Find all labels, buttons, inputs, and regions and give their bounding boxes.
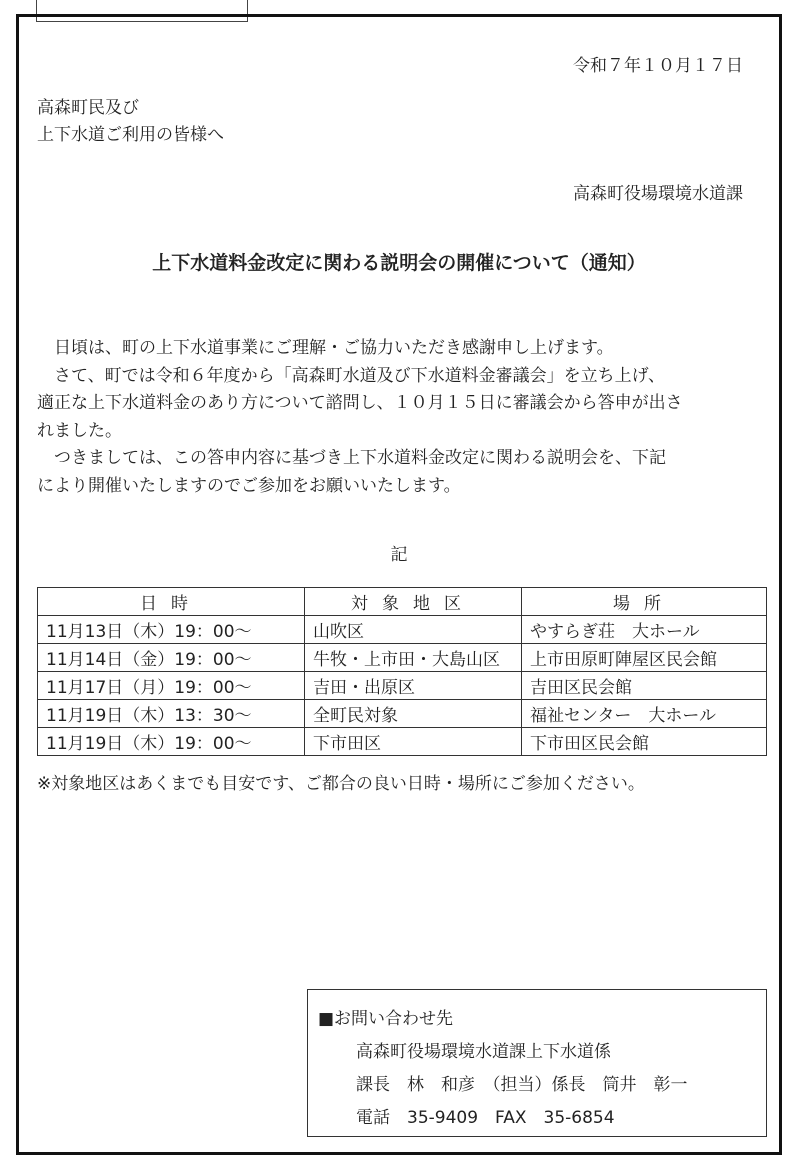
table-row	[38, 644, 767, 672]
ki-heading: 記	[390, 545, 408, 565]
cell-venue: やすらぎ荘 大ホール	[522, 616, 767, 644]
schedule-table	[37, 587, 767, 756]
cell-area: 吉田・出原区	[305, 672, 522, 700]
table-row	[38, 728, 767, 756]
sender: 高森町役場環境水道課	[573, 184, 743, 204]
header-venue: 場所	[522, 588, 767, 616]
contact-office: 高森町役場環境水道課上下水道係	[356, 1042, 611, 1062]
cell-datetime: 11月14日（金）19：00～	[38, 644, 305, 672]
document-title: 上下水道料金改定に関わる説明会の開催について（通知）	[152, 252, 646, 274]
footnote: ※対象地区はあくまでも目安です、ご都合の良い日時・場所にご参加ください。	[37, 774, 645, 794]
cell-area: 全町民対象	[305, 700, 522, 728]
cell-datetime: 11月19日（木）13：30～	[38, 700, 305, 728]
cell-area: 牛牧・上市田・大島山区	[305, 644, 522, 672]
body-line: 適正な上下水道料金のあり方について諮問し、１０月１５日に審議会から答申が出さ	[37, 393, 683, 413]
table-row	[38, 616, 767, 644]
document-frame	[16, 14, 782, 1155]
body-line: さて、町では令和６年度から「高森町水道及び下水道料金審議会」を立ち上げ、	[37, 365, 665, 386]
cell-datetime: 11月13日（木）19：00～	[38, 616, 305, 644]
contact-box	[307, 989, 767, 1137]
cell-datetime: 11月17日（月）19：00～	[38, 672, 305, 700]
cell-venue: 上市田原町陣屋区民会館	[522, 644, 767, 672]
cell-venue: 下市田区民会館	[522, 728, 767, 756]
issue-date: 令和７年１０月１７日	[573, 56, 743, 76]
contact-staff: 課長 林 和彦 （担当）係長 筒井 彰一	[356, 1075, 688, 1095]
addressees	[37, 95, 224, 149]
body-line: れました。	[37, 420, 122, 441]
cell-datetime: 11月19日（木）19：00～	[38, 728, 305, 756]
body-line: により開催いたしますのでご参加をお願いいたします。	[37, 475, 461, 496]
body-text	[37, 335, 683, 500]
header-area: 対象地区	[305, 588, 522, 616]
body-line: 日頃は、町の上下水道事業にご理解・ご協力いただき感謝申し上げます。	[37, 338, 614, 358]
body-line: つきましては、この答申内容に基づき上下水道料金改定に関わる説明会を、下記	[37, 448, 666, 468]
contact-heading: ■お問い合わせ先	[318, 1009, 454, 1029]
cell-venue: 吉田区民会館	[522, 672, 767, 700]
table-row	[38, 672, 767, 700]
cell-area: 下市田区	[305, 728, 522, 756]
contact-phone: 電話 35-9409 FAX 35-6854	[356, 1108, 615, 1128]
table-header-row	[38, 588, 767, 616]
cell-area: 山吹区	[305, 616, 522, 644]
cell-venue: 福祉センター 大ホール	[522, 700, 767, 728]
table-row	[38, 700, 767, 728]
header-datetime: 日時	[38, 588, 305, 616]
addressee-line: 高森町民及び	[37, 98, 139, 118]
addressee-line: 上下水道ご利用の皆様へ	[37, 125, 224, 145]
